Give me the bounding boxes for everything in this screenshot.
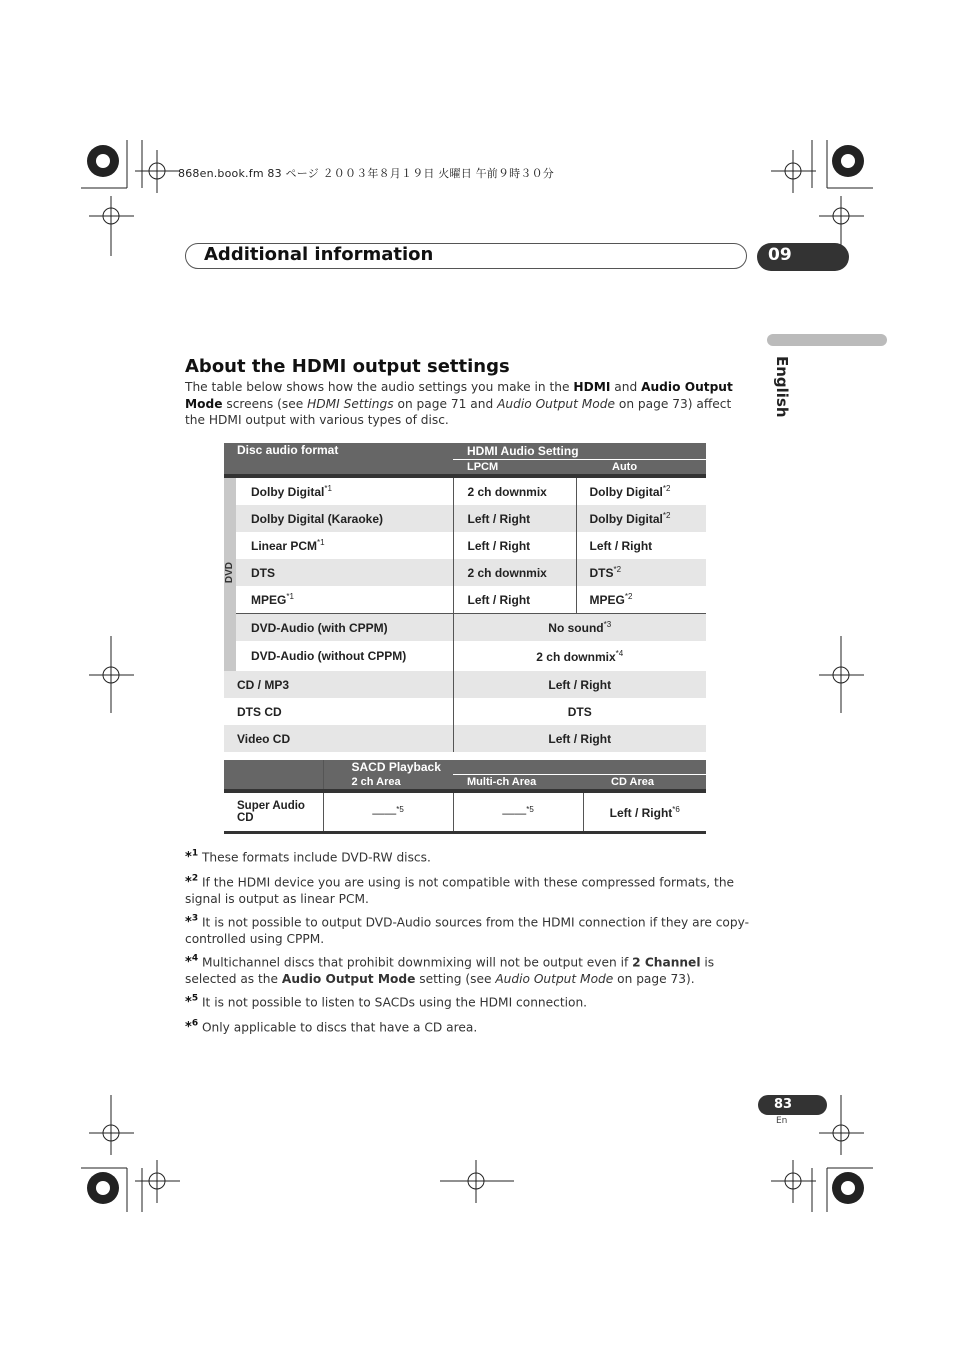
col-disc-format: Disc audio format — [224, 443, 453, 476]
table-row: Dolby Digital (Karaoke) Left / Right Dolby Digital$^{*2}$ — [224, 505, 706, 532]
language-tab — [767, 334, 887, 346]
table-row: DVD-Audio (with CPPM) No sound$^{*3}$ — [224, 614, 706, 642]
table-row: MPEG$^{*1}$ Left / Right MPEG$^{*2}$ — [224, 586, 706, 614]
col-lpcm: LPCM — [453, 460, 576, 477]
intro-paragraph: The table below shows how the audio settings you make in the HDMI and Audio Output Mode screens (see HDMI Settings on page 71 and Audio Output Mode on page 73) affect the HDMI output with various types of disc. — [185, 380, 733, 428]
chapter-number: 09 — [768, 245, 792, 265]
table-row: Video CD Left / Right — [224, 725, 706, 752]
page-number: 83 — [774, 1097, 793, 1112]
table-row: DTS CD DTS — [224, 698, 706, 725]
footnote: *$^2$ If the HDMI device you are using is not compatible with these compressed formats, the signal is output as linear PCM. — [185, 874, 735, 907]
col-hdmi-audio-setting: HDMI Audio Setting — [453, 443, 706, 460]
book-file-info: 868en.book.fm 83 ページ ２００３年８月１９日 火曜日 午前９時３０分 — [178, 167, 554, 180]
dvd-group-bar — [224, 476, 236, 671]
table-row: Super Audio CD ——$^{*5}$ ——$^{*5}$ Left / Right$^{*6}$ — [224, 791, 706, 833]
table-row: DTS 2 ch downmix DTS$^{*2}$ — [224, 559, 706, 586]
footnote: *$^3$ It is not possible to output DVD-Audio sources from the HDMI connection if they are copy-controlled using CPPM. — [185, 914, 750, 947]
sacd-table — [224, 760, 706, 834]
dvd-label: DVD — [224, 562, 235, 584]
table-row: Linear PCM$^{*1}$ Left / Right Left / Right — [224, 532, 706, 559]
table-row: CD / MP3 Left / Right — [224, 671, 706, 698]
page-number-pill — [758, 1095, 827, 1115]
hdmi-settings-table — [224, 443, 706, 752]
table-row: DVD Dolby Digital$^{*1}$ 2 ch downmix Dolby Digital$^{*2}$ — [224, 476, 706, 505]
sacd-playback-header: SACD Playback — [323, 760, 706, 775]
chapter-title: Additional information — [204, 244, 434, 265]
footnote: *$^4$ Multichannel discs that prohibit downmixing will not be output even if 2 Channel is selected as the Audio Output Mode setting (see Audio Output Mode on page 73). — [185, 954, 715, 987]
footnote: *$^6$ Only applicable to discs that have a CD area. — [185, 1019, 478, 1036]
section-title: About the HDMI output settings — [185, 356, 510, 377]
language-label: English — [773, 356, 791, 418]
footnote: *$^1$ These formats include DVD-RW discs. — [185, 849, 431, 866]
table-row: DVD-Audio (without CPPM) 2 ch downmix$^{*4}$ — [224, 641, 706, 671]
col-auto: Auto — [576, 460, 706, 477]
footnote: *$^5$ It is not possible to listen to SACDs using the HDMI connection. — [185, 994, 588, 1011]
page-language: En — [776, 1116, 788, 1126]
col-2ch-area: 2 ch Area — [323, 775, 453, 792]
col-cd-area: CD Area — [583, 775, 706, 792]
col-multi-ch-area: Multi-ch Area — [453, 775, 583, 792]
